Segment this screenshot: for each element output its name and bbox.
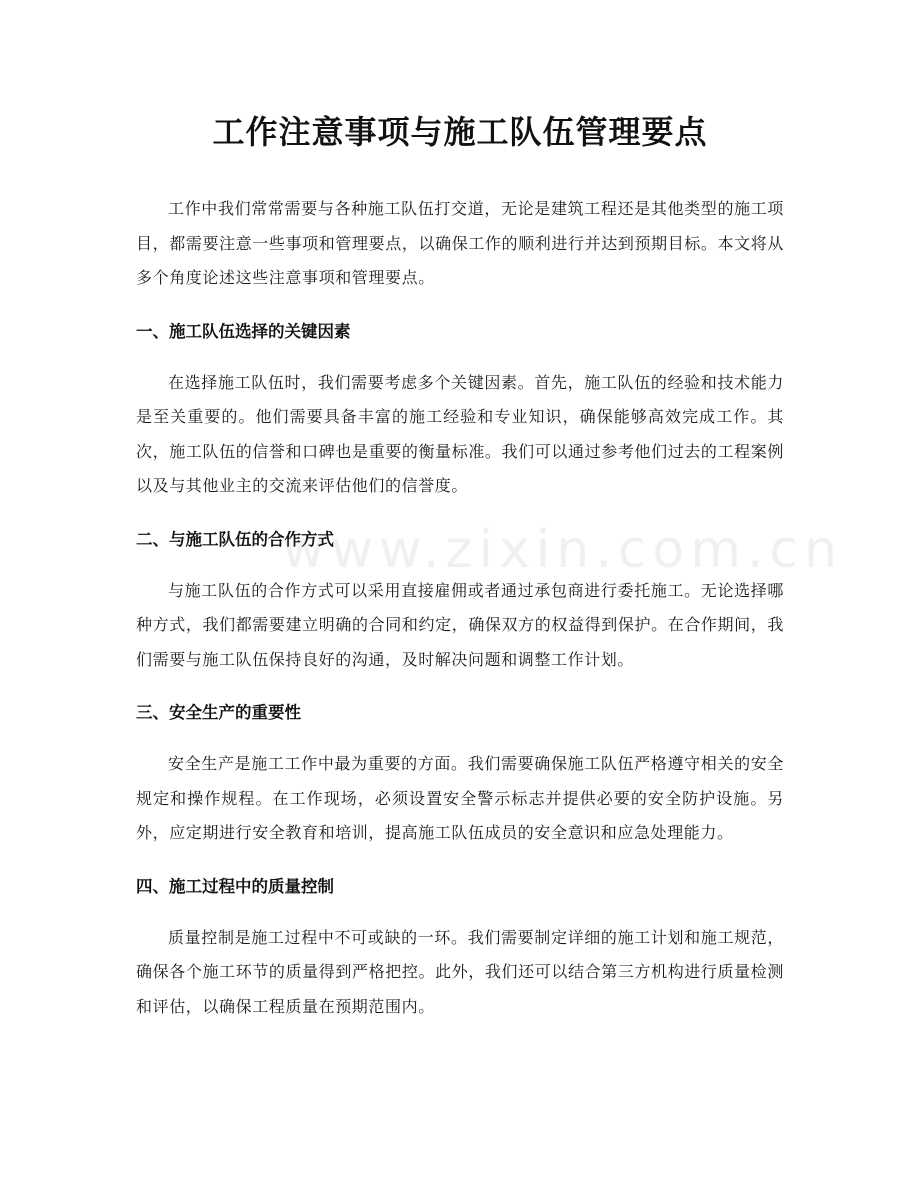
section-heading-3: 三、安全生产的重要性: [136, 703, 301, 722]
section-heading-4: 四、施工过程中的质量控制: [136, 876, 334, 896]
section-body-3: 安全生产是施工工作中最为重要的方面。我们需要确保施工队伍严格遵守相关的安全规定和操作规程。在工作现场，必须设置安全警示标志并提供必要的安全防护设施。另外，应定期进行安全教育和培训，提高施工队伍成员的安全意识和应急处理能力。: [136, 754, 784, 842]
section-heading-2: 二、与施工队伍的合作方式: [136, 529, 334, 549]
section-heading-1: 一、施工队伍选择的关键因素: [136, 321, 351, 341]
section-body-1: 在选择施工队伍时，我们需要考虑多个关键因素。首先，施工队伍的经验和技术能力是至关重要的。他们需要具备丰富的施工经验和专业知识，确保能够高效完成工作。其次，施工队伍的信誉和口碑也是重要的衡量标准。我们可以通过参考他们过去的工程案例以及与其他业主的交流来评估他们的信誉度。: [136, 372, 784, 495]
intro-paragraph: 工作中我们常常需要与各种施工队伍打交道，无论是建筑工程还是其他类型的施工项目，都需要注意一些事项和管理要点，以确保工作的顺利进行并达到预期目标。本文将从多个角度论述这些注意事项和管理要点。: [136, 199, 784, 287]
document-title: 工作注意事项与施工队伍管理要点: [212, 113, 708, 151]
section-body-2: 与施工队伍的合作方式可以采用直接雇佣或者通过承包商进行委托施工。无论选择哪种方式，我们都需要建立明确的合同和约定，确保双方的权益得到保护。在合作期间，我们需要与施工队伍保持良好的沟通，及时解决问题和调整工作计划。: [136, 580, 784, 669]
watermark-text: www.zixin.com.cn: [282, 520, 843, 580]
section-body-4: 质量控制是施工过程中不可或缺的一环。我们需要制定详细的施工计划和施工规范，确保各个施工环节的质量得到严格把控。此外，我们还可以结合第三方机构进行质量检测和评估，以确保工程质量在预期范围内。: [136, 927, 784, 1016]
